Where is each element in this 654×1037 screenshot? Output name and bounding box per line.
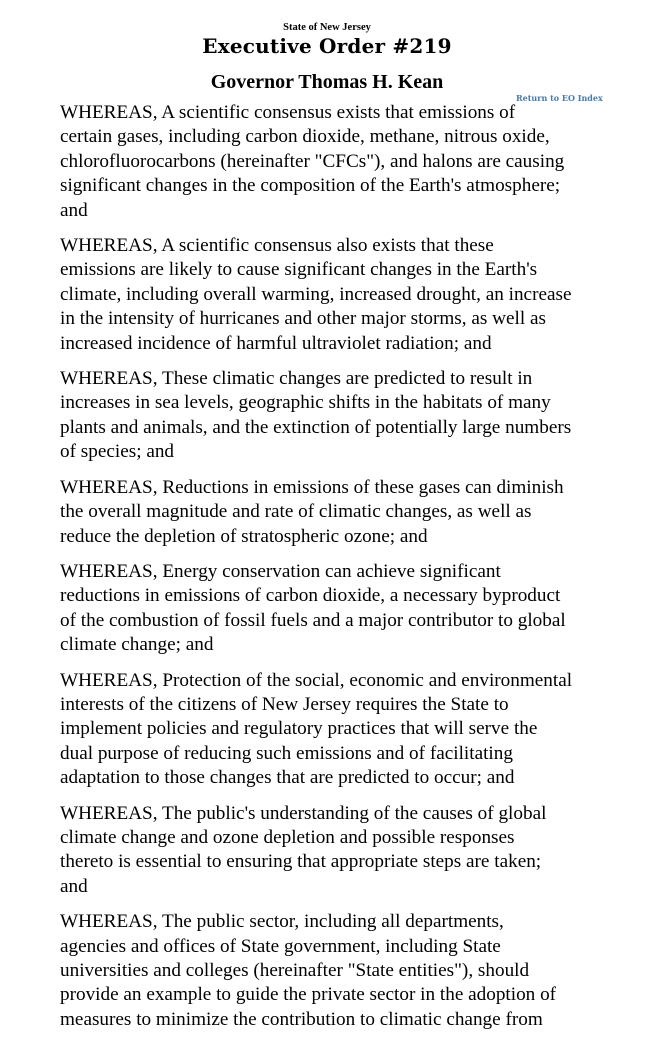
whereas-paragraph-6 (60, 669, 594, 791)
state-heading: State of New Jersey (283, 22, 371, 33)
text-line: increases in sea levels, geographic shifts in the habitats of many (60, 392, 551, 414)
whereas-paragraph-2 (60, 234, 594, 356)
text-line: chlorofluorocarbons (hereinafter "CFCs"), and halons are causing (60, 150, 565, 172)
whereas-paragraph-5 (60, 560, 594, 658)
whereas-paragraph-7 (60, 802, 594, 900)
text-line: provide an example to guide the private sector in the adoption of (60, 984, 557, 1006)
text-line: agencies and offices of State government, including State (60, 935, 501, 957)
text-line: of species; and (60, 441, 175, 463)
whereas-paragraph-4 (60, 476, 594, 549)
text-line: of the combustion of fossil fuels and a major contributor to global (60, 609, 566, 631)
return-to-index-link[interactable]: Return to EO Index (516, 93, 603, 103)
document-body (60, 101, 594, 1037)
whereas-paragraph-8 (60, 910, 594, 1032)
text-line: climate, including overall warming, increased drought, an increase (60, 283, 572, 305)
text-line: WHEREAS, These climatic changes are predicted to result in (60, 368, 533, 390)
text-line: WHEREAS, Energy conservation can achieve significant (60, 560, 501, 582)
text-line: and (60, 199, 88, 221)
governor-heading: Governor Thomas H. Kean (210, 71, 444, 93)
text-line: reduce the depletion of stratospheric ozone; and (60, 525, 428, 547)
text-line: WHEREAS, The public's understanding of the causes of global (60, 802, 547, 824)
text-line: certain gases, including carbon dioxide, methane, nitrous oxide, (60, 126, 550, 148)
text-line: climate change and ozone depletion and possible responses (60, 826, 515, 848)
text-line: significant changes in the composition of the Earth's atmosphere; (60, 175, 561, 197)
text-line: WHEREAS, Protection of the social, economic and environmental (60, 669, 573, 691)
text-line: WHEREAS, A scientific consensus exists that emissions of (60, 102, 516, 123)
text-line: WHEREAS, Reductions in emissions of these gases can diminish (60, 476, 564, 498)
text-line: in the intensity of hurricanes and other major storms, as well as (60, 308, 546, 330)
text-line: plants and animals, and the extinction of potentially large numbers (60, 416, 572, 438)
text-line: dual purpose of reducing such emissions and of facilitating (60, 742, 513, 764)
text-line: adaptation to those changes that are predicted to occur; and (60, 767, 515, 789)
whereas-paragraph-1 (60, 101, 594, 223)
page-title: Executive Order #219 (202, 34, 452, 58)
text-line: interests of the citizens of New Jersey requires the State to (60, 693, 509, 715)
text-line: WHEREAS, A scientific consensus also exists that these (60, 235, 494, 257)
text-line: emissions are likely to cause significant changes in the Earth's (60, 259, 538, 281)
text-line: reductions in emissions of carbon dioxide, a necessary byproduct (60, 585, 561, 607)
text-line: the overall magnitude and rate of climatic changes, as well as (60, 501, 532, 523)
text-line: implement policies and regulatory practices that will serve the (60, 718, 538, 740)
text-line: increased incidence of harmful ultraviolet radiation; and (60, 332, 492, 354)
text-line: climate change; and (60, 634, 214, 656)
text-line: WHEREAS, The public sector, including all departments, (60, 911, 504, 933)
text-line: universities and colleges (hereinafter "State entities"), should (60, 960, 530, 981)
text-line: and (60, 875, 88, 897)
whereas-paragraph-3 (60, 367, 594, 465)
text-line: measures to minimize the contribution to climatic change from (60, 1008, 543, 1030)
text-line: thereto is essential to ensuring that appropriate steps are taken; (60, 851, 542, 873)
